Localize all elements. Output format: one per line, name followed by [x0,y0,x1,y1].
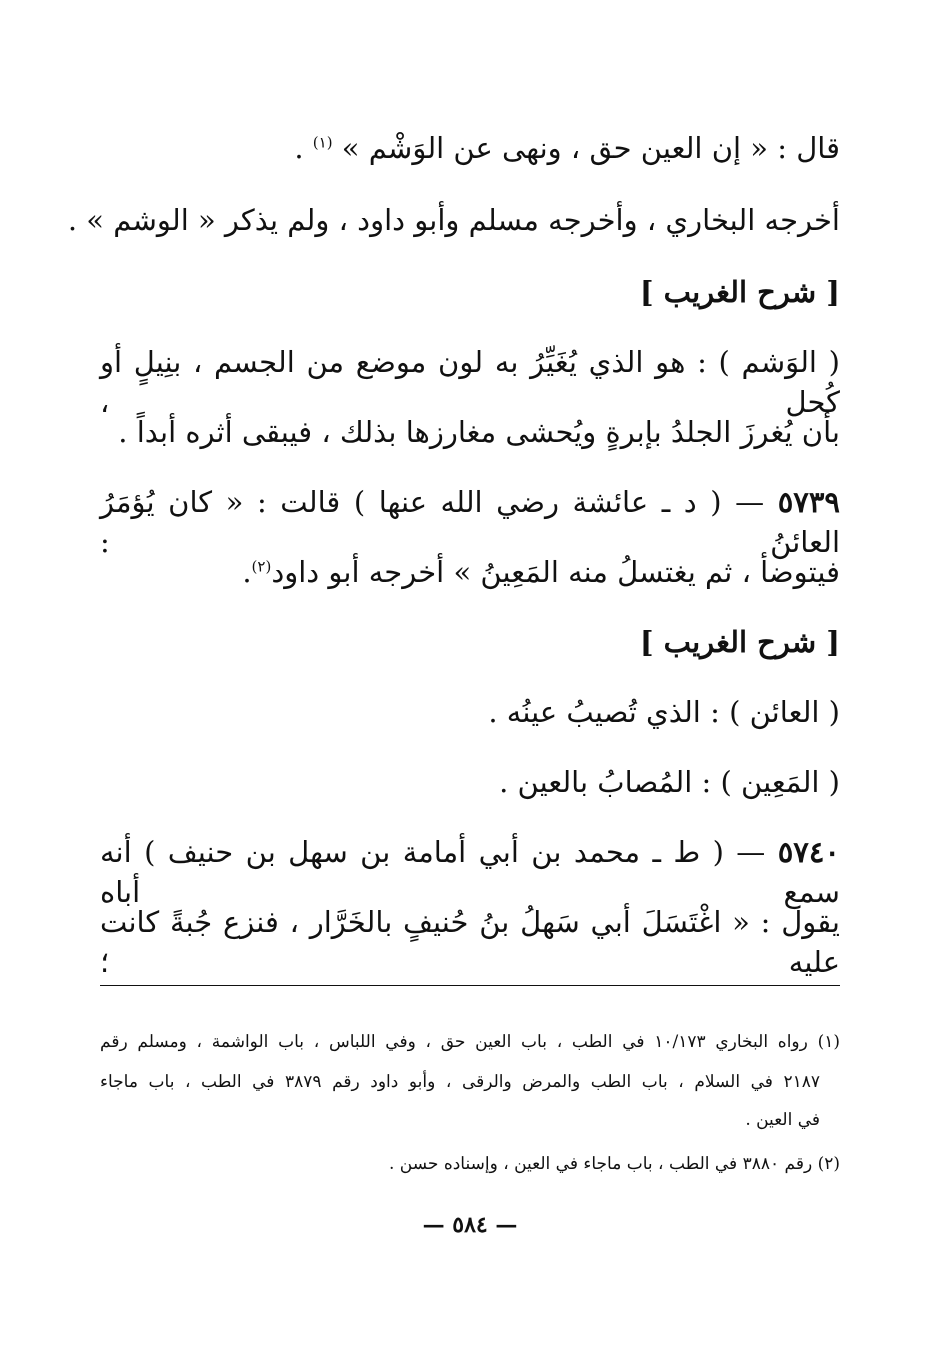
hadith-number-5739: ٥٧٣٩ [777,485,840,519]
text-line-4: بأن يُغرزَ الجلدُ بإبرةٍ ويُحشى مغارزها بذلك ، فيبقى أثره أبداً . [118,415,840,449]
footnote-1-line-1: (١) رواه البخاري ١٠/١٧٣ في الطب ، باب العين حق ، وفي اللباس ، باب الواشمة ، ومسلم رقم [100,1032,840,1052]
hadith-5739-line-1 [100,482,840,562]
text-line-1 [100,128,840,168]
text-line-2: أخرجه البخاري ، وأخرجه مسلم وأبو داود ، ولم يذكر « الوشم » . [67,203,840,237]
hadith-number-5740: ٥٧٤٠ [777,835,840,869]
text-line-3: ( الوَشم ) : هو الذي يُغَيِّرُ به لون موضع من الجسم ، بنِيلٍ أو كُحل ، [100,345,840,419]
footnote-separator [100,985,840,986]
footnote-1-line-2: ٢١٨٧ في السلام ، باب الطب والمرض والرقى ، وأبو داود رقم ٣٨٧٩ في الطب ، باب ماجاء [100,1072,820,1092]
section-heading-2: [ شرح الغريب ] [639,625,840,659]
line-1-end: . [294,131,313,165]
footnote-1-line-3: في العين . [745,1110,820,1130]
line-6-text: فيتوضأ ، ثم يغتسلُ منه المَعِينُ » أخرجه أبو داود [271,555,840,589]
page-number: — ٥٨٤ — [422,1212,518,1238]
line-1-text: قال : « إن العين حق ، ونهى عن الوَشْم » [332,131,840,165]
section-heading-1: [ شرح الغريب ] [639,275,840,309]
hadith-5739-text: — ( د ـ عائشة رضي الله عنها ) قالت : « كان يُؤمَرُ العائنُ : [100,485,840,559]
hadith-5740-line-2: يقول : « اغْتَسَلَ أبي سَهلُ بنُ حُنيفٍ بالخَرَّار ، فنزع جُبةً كانت عليه ؛ [100,905,840,979]
hadith-5739-line-2 [100,552,840,592]
definition-line-2: ( المَعِين ) : المُصابُ بالعين . [499,765,840,799]
footnote-2: (٢) رقم ٣٨٨٠ في الطب ، باب ماجاء في العين ، وإسناده حسن . [389,1154,840,1174]
hadith-5740-line-1 [100,832,840,912]
line-6-end: . [242,555,252,589]
footnote-ref-2[interactable]: (٢) [251,557,272,576]
hadith-5740-text: — ( ط ـ محمد بن أبي أمامة بن سهل بن حنيف ) أنه سمع أباه [100,835,840,909]
footnote-ref-1[interactable]: (١) [312,133,333,152]
definition-line-1: ( العائن ) : الذي تُصيبُ عينُه . [488,695,840,729]
